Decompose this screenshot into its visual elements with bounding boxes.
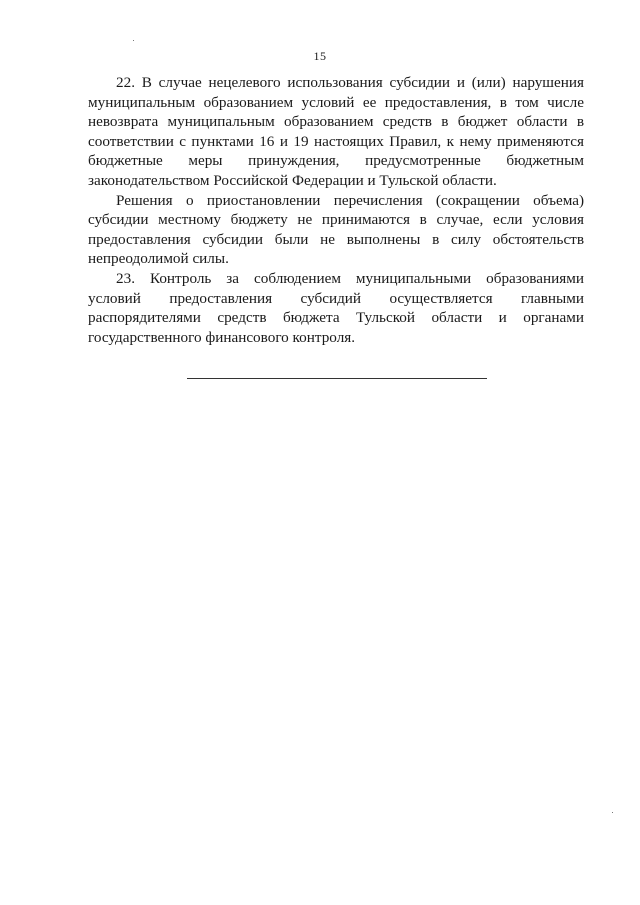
scan-speck: [612, 812, 613, 813]
paragraph-22: 22. В случае нецелевого использования субсидии и (или) нарушения муниципальным образованием условий ее предоставления, в том числе невозврата муниципальным образованием средств в бюджет области в соответствии с пунктами 16 и 19 настоящих Правил, к нему применяются бюджетные меры принуждения, предусмотренные бюджетным законодательством Российской Федерации и Тульской области.: [88, 74, 584, 189]
paragraph-23: 23. Контроль за соблюдением муниципальными образованиями условий предоставления субсидий осуществляется главными распорядителями средств бюджета Тульской области и органами государственного финансового контроля.: [88, 269, 584, 346]
end-separator-line: [187, 378, 487, 379]
scan-speck: [133, 40, 134, 41]
paragraph-suspension-decisions: Решения о приостановлении перечисления (сокращении объема) субсидии местному бюджету не принимаются в случае, если условия предоставления субсидии были не выполнены в силу обстоятельств непреодолимой силы.: [88, 191, 584, 268]
page-number: 15: [313, 49, 327, 63]
document-body: [88, 73, 584, 347]
